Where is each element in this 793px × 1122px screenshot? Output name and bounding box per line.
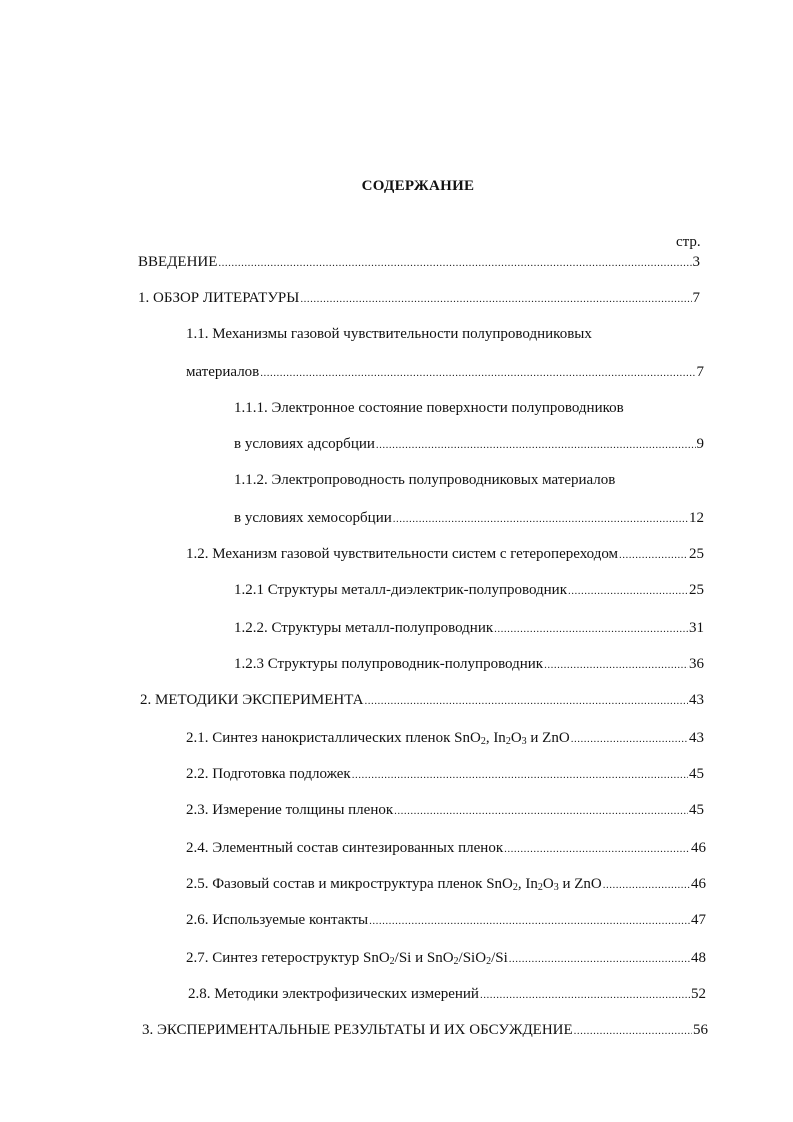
toc-leader-dots bbox=[365, 691, 689, 711]
toc-entry-2-2[interactable] bbox=[186, 764, 704, 784]
toc-entry-text: 2.4. Элементный состав синтезированных пленок bbox=[186, 840, 504, 856]
toc-page-number: 25 bbox=[689, 582, 704, 598]
toc-entry-1-2-2[interactable] bbox=[234, 618, 704, 638]
toc-entry-intro[interactable] bbox=[138, 252, 700, 272]
toc-leader-dots bbox=[568, 581, 688, 601]
toc-entry-text: 2.5. Фазовый состав и микроструктура пленок SnO$_2$, $In_2O_3$ и ZnO bbox=[186, 876, 602, 893]
toc-entry-1-1-1[interactable] bbox=[234, 434, 704, 454]
toc-leader-dots bbox=[352, 765, 688, 785]
toc-entry-text: в условиях хемосорбции bbox=[234, 510, 392, 526]
toc-leader-dots bbox=[300, 289, 691, 309]
toc-page-number: 9 bbox=[696, 436, 704, 452]
toc-entry-text: 1.2.1 Структуры металл-диэлектрик-полупроводник bbox=[234, 582, 567, 598]
toc-leader-dots bbox=[260, 363, 695, 383]
toc-entry-section-2[interactable] bbox=[140, 690, 704, 710]
toc-page-number: 43 bbox=[689, 730, 704, 746]
toc-page-number: 45 bbox=[689, 802, 704, 818]
toc-leader-dots bbox=[504, 839, 690, 859]
toc-page-number: 48 bbox=[691, 950, 706, 966]
toc-leader-dots bbox=[619, 545, 688, 565]
toc-page-number: 52 bbox=[691, 986, 706, 1002]
toc-entry-text: 2.3. Измерение толщины пленок bbox=[186, 802, 394, 818]
toc-entry-1-1-1-line1[interactable]: 1.1.1. Электронное состояние поверхности полупроводников bbox=[234, 400, 624, 416]
toc-entry-text: 2.7. Синтез гетероструктур SnO$_2$/Si и SnO$_2$/SiO$_2$/Si bbox=[186, 950, 508, 967]
toc-entry-text: 1. ОБЗОР ЛИТЕРАТУРЫ bbox=[138, 290, 300, 306]
toc-entry-text: 2.6. Используемые контакты bbox=[186, 912, 369, 928]
toc-entry-section-1[interactable] bbox=[138, 288, 700, 308]
toc-entry-1-1-line1[interactable]: 1.1. Механизмы газовой чувствительности полупроводниковых bbox=[186, 326, 592, 342]
toc-entry-1-2-3[interactable] bbox=[234, 654, 704, 674]
toc-page-number: 43 bbox=[689, 692, 704, 708]
page-title: СОДЕРЖАНИЕ bbox=[361, 178, 475, 194]
page-column-label: стр. bbox=[676, 234, 701, 250]
toc-entry-2-6[interactable] bbox=[186, 910, 706, 930]
toc-page-number: 46 bbox=[691, 840, 706, 856]
toc-entry-text: 2.2. Подготовка подложек bbox=[186, 766, 351, 782]
toc-entry-2-8[interactable] bbox=[188, 984, 706, 1004]
toc-entry-text: 1.2.2. Структуры металл-полупроводник bbox=[234, 620, 494, 636]
toc-page-number: 12 bbox=[689, 510, 704, 526]
toc-entry-section-3[interactable] bbox=[142, 1020, 708, 1040]
toc-leader-dots bbox=[394, 801, 688, 821]
toc-page-number: 47 bbox=[691, 912, 706, 928]
toc-leader-dots bbox=[509, 949, 690, 969]
toc-leader-dots bbox=[376, 435, 696, 455]
toc-leader-dots bbox=[369, 911, 690, 931]
toc-entry-text: 2.1. Синтез нанокристаллических пленок SnO$_2$, $In_2O_3$ и ZnO bbox=[186, 730, 570, 747]
toc-entry-1-2-1[interactable] bbox=[234, 580, 704, 600]
toc-page-number: 46 bbox=[691, 876, 706, 892]
toc-entry-2-7[interactable] bbox=[186, 948, 706, 968]
toc-entry-text: 2.8. Методики электрофизических измерений bbox=[188, 986, 479, 1002]
toc-leader-dots bbox=[544, 655, 688, 675]
toc-leader-dots bbox=[603, 875, 690, 895]
toc-leader-dots bbox=[218, 253, 691, 273]
toc-entry-text: в условиях адсорбции bbox=[234, 436, 375, 452]
toc-entry-text: 1.2. Механизм газовой чувствительности систем с гетеропереходом bbox=[186, 546, 619, 562]
toc-leader-dots bbox=[494, 619, 688, 639]
toc-entry-1-1-2-line1[interactable]: 1.1.2. Электропроводность полупроводниковых материалов bbox=[234, 472, 616, 488]
toc-leader-dots bbox=[393, 509, 688, 529]
toc-entry-1-1-2[interactable] bbox=[234, 508, 704, 528]
toc-entry-1-2[interactable] bbox=[186, 544, 704, 564]
toc-leader-dots bbox=[574, 1021, 692, 1041]
toc-entry-text: материалов bbox=[186, 364, 260, 380]
toc-entry-text: 1.2.3 Структуры полупроводник-полупроводник bbox=[234, 656, 544, 672]
toc-page-number: 36 bbox=[689, 656, 704, 672]
toc-page-number: 56 bbox=[693, 1022, 708, 1038]
toc-entry-1-1[interactable] bbox=[186, 362, 704, 382]
toc-entry-2-5[interactable] bbox=[186, 874, 706, 894]
toc-entry-text: 3. ЭКСПЕРИМЕНТАЛЬНЫЕ РЕЗУЛЬТАТЫ И ИХ ОБСУЖДЕНИЕ bbox=[142, 1022, 573, 1038]
toc-entry-text: ВВЕДЕНИЕ bbox=[138, 254, 218, 270]
toc-page-number: 31 bbox=[689, 620, 704, 636]
toc-entry-text: 2. МЕТОДИКИ ЭКСПЕРИМЕНТА bbox=[140, 692, 364, 708]
toc-page-number: 45 bbox=[689, 766, 704, 782]
toc-leader-dots bbox=[480, 985, 690, 1005]
toc-page-number: 25 bbox=[689, 546, 704, 562]
toc-leader-dots bbox=[571, 729, 688, 749]
toc-page-number: 3 bbox=[692, 254, 700, 270]
toc-entry-2-4[interactable] bbox=[186, 838, 706, 858]
toc-page-number: 7 bbox=[696, 364, 704, 380]
toc-entry-2-3[interactable] bbox=[186, 800, 704, 820]
toc-page-number: 7 bbox=[692, 290, 700, 306]
toc-entry-2-1[interactable] bbox=[186, 728, 704, 748]
